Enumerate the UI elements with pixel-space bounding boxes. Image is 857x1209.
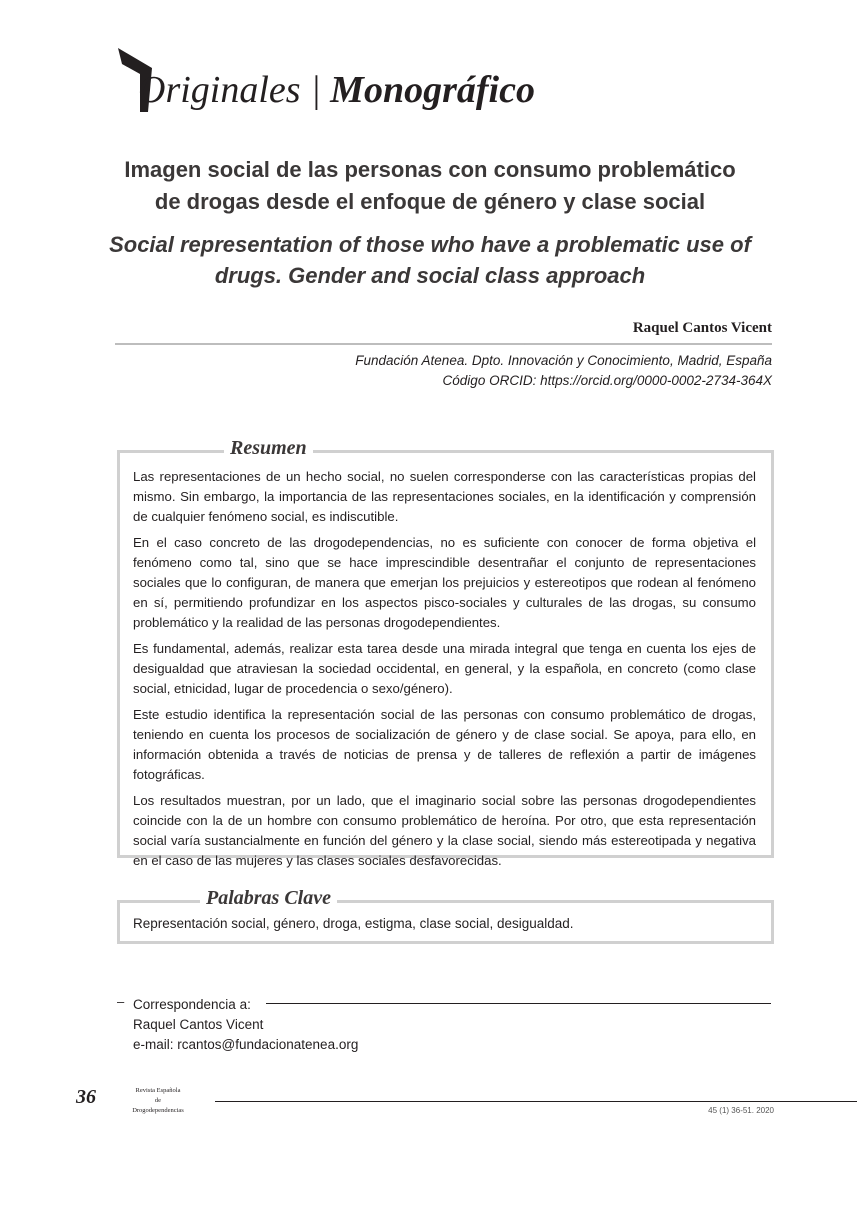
abstract-paragraph: Las representaciones de un hecho social, no suelen corresponderse con las características propias del mismo. Sin embargo, la importancia de las representaciones sociales, en la identificación y comprensión de cualquier fenómeno social, es indiscutible. (133, 469, 756, 524)
author-divider (115, 343, 772, 345)
title-en-line: drugs. Gender and social class approach (214, 263, 646, 288)
keywords-text: Representación social, género, droga, estigma, clase social, desigualdad. (133, 916, 574, 931)
journal-name-line: de (154, 1097, 162, 1104)
title-es-line: Imagen social de las personas con consumo problemático (124, 157, 736, 182)
journal-name (122, 1086, 194, 1116)
subsection-label: Monográfico (330, 69, 535, 111)
orcid-text: Código ORCID: https://orcid.org/0000-0002-2734-364X (442, 373, 772, 388)
author-affiliation (355, 351, 772, 391)
abstract-paragraph: En el caso concreto de las drogodependencias, no es suficiente con conocer de forma objetiva el fenómeno como tal, sino que se hace imprescindible desentrañar el conjunto de representaciones sociales que lo configuran, de manera que emerjan los prejuicios y estereotipos que rodean al fenómeno en sí, permitiendo profundizar en los aspectos pisco-sociales y culturales de las drogas, su consumo problemático y la realidad de las personas drogodependientes. (133, 535, 756, 630)
article-title-spanish (80, 154, 780, 218)
journal-name-line: Revista Española (135, 1087, 181, 1094)
correspondence-name: Raquel Cantos Vicent (133, 1017, 264, 1032)
abstract-body (133, 467, 756, 877)
footer-divider (215, 1101, 857, 1102)
abstract-paragraph: Este estudio identifica la representación social de las personas con consumo problemático de drogas, teniendo en cuenta los procesos de socialización de género y de clase social. Se apoya, para ello, en información obtenida a través de noticias de prensa y de talleres de reflexión a partir de imágenes fotográficas. (133, 707, 756, 782)
header-separator: | (312, 69, 321, 111)
journal-name-line: Drogodependencias (132, 1107, 184, 1114)
abstract-paragraph: Los resultados muestran, por un lado, que el imaginario social sobre las personas drogodependientes coincide con la de un hombre con consumo problemático de heroína. Por otro, que esta representación social varía sustancialmente en función del género y la clase social, siendo más estereotipada y negativa en el caso de las mujeres y las clases sociales desfavorecidas. (133, 793, 756, 868)
page-number: 36 (76, 1086, 96, 1108)
author-name: Raquel Cantos Vicent (632, 320, 772, 336)
correspondence-block (133, 995, 358, 1055)
volume-reference: 45 (1) 36-51. 2020 (708, 1106, 774, 1115)
title-en-line: Social representation of those who have a problematic use of (109, 232, 751, 257)
header-title (138, 68, 535, 112)
section-label: Originales (138, 69, 301, 111)
article-title-english (80, 229, 780, 291)
keywords-heading: Palabras Clave (200, 887, 337, 910)
journal-section-header (118, 46, 638, 116)
abstract-heading: Resumen (224, 437, 313, 460)
correspondence-dash: – (117, 994, 125, 1009)
correspondence-email: e-mail: rcantos@fundacionatenea.org (133, 1037, 359, 1052)
title-es-line: de drogas desde el enfoque de género y clase social (154, 189, 706, 214)
correspondence-label: Correspondencia a: (133, 997, 251, 1012)
affiliation-text: Fundación Atenea. Dpto. Innovación y Conocimiento, Madrid, España (355, 353, 772, 368)
abstract-paragraph: Es fundamental, además, realizar esta tarea desde una mirada integral que tenga en cuenta los ejes de desigualdad que atraviesan la sociedad occidental, en general, y la española, en concreto (como clase social, etnicidad, lugar de procedencia o sexo/género). (133, 641, 756, 696)
